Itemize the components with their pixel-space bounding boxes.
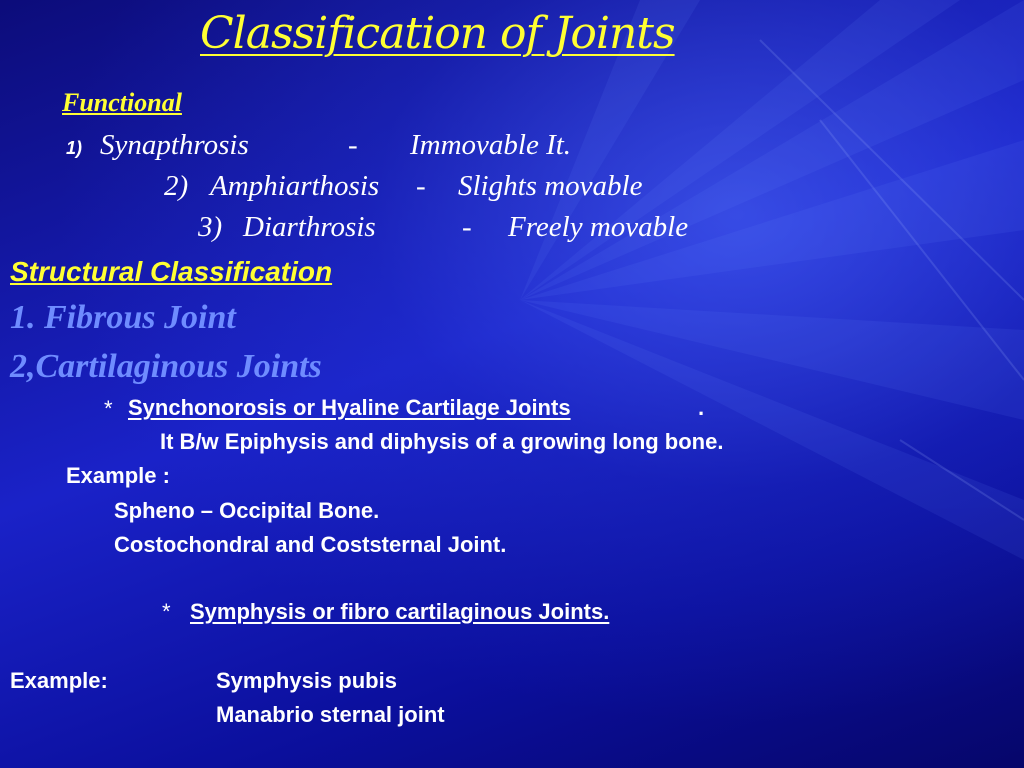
subtype-synchondrosis-period: . (698, 395, 705, 420)
functional-item-2-dash: - (416, 170, 426, 202)
functional-item-1-desc: Immovable It. (410, 129, 572, 161)
structural-heading: Structural Classification (10, 256, 333, 287)
subtype-synchondrosis: Synchonorosis or Hyaline Cartilage Joints (128, 395, 571, 420)
functional-item-2-desc: Slights movable (458, 170, 643, 202)
bullet-1: * (104, 396, 113, 421)
structural-item-fibrous: 1. Fibrous Joint (10, 299, 236, 336)
functional-item-1-name: Synapthrosis (100, 129, 249, 161)
example-label-1: Example : (66, 463, 170, 488)
functional-item-1-dash: - (348, 129, 358, 161)
example-2-item-1: Symphysis pubis (216, 668, 397, 693)
slide-title: Classification of Joints (200, 8, 675, 59)
structural-item-cartilaginous: 2,Cartilaginous Joints (10, 348, 322, 385)
synchondrosis-description: It B/w Epiphysis and diphysis of a growing long bone. (160, 429, 724, 454)
example-1-item-1: Spheno – Occipital Bone. (114, 498, 380, 523)
example-2-item-2: Manabrio sternal joint (216, 702, 445, 727)
example-label-2: Example: (10, 668, 108, 693)
functional-item-1-number: 1) (66, 138, 83, 158)
functional-item-2-number: 2) (164, 170, 189, 202)
subtype-symphysis: Symphysis or fibro cartilaginous Joints. (190, 599, 610, 624)
functional-heading: Functional (62, 88, 182, 117)
bullet-2: * (162, 599, 171, 624)
functional-item-3-desc: Freely movable (508, 211, 689, 243)
functional-item-2-name: Amphiarthosis (210, 170, 380, 202)
functional-item-3-name: Diarthrosis (243, 211, 376, 243)
functional-item-3-dash: - (462, 211, 472, 243)
functional-item-3-number: 3) (198, 211, 223, 243)
example-1-item-2: Costochondral and Coststernal Joint. (114, 532, 507, 557)
